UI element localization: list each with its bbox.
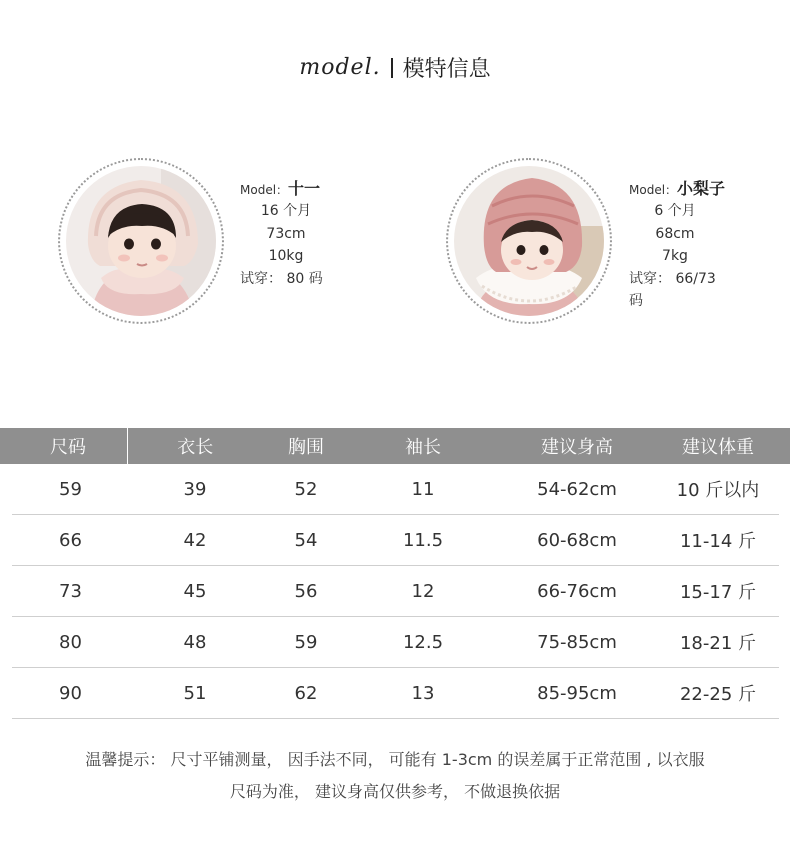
cell-weight: 11-14 斤 xyxy=(657,515,779,566)
cell-size: 59 xyxy=(12,464,127,515)
header-chest: 胸围 xyxy=(263,428,349,464)
section-header xyxy=(0,52,790,92)
header-sleeve: 袖长 xyxy=(349,428,497,464)
cell-size: 73 xyxy=(12,566,127,617)
model-photo xyxy=(66,166,216,316)
cell-chest: 62 xyxy=(263,668,349,719)
model-height: 68cm xyxy=(655,225,695,242)
cell-length: 42 xyxy=(127,515,263,566)
header-edge xyxy=(779,428,790,464)
cell-height: 60-68cm xyxy=(497,515,657,566)
page-title: 模特信息 xyxy=(402,57,491,82)
cell-chest: 52 xyxy=(263,464,349,515)
cell-size: 66 xyxy=(12,515,127,566)
table-row xyxy=(0,617,790,668)
cell-length: 51 xyxy=(127,668,263,719)
cell-weight: 10 斤以内 xyxy=(657,464,779,515)
model-photo xyxy=(454,166,604,316)
model-weight: 10kg xyxy=(268,248,304,264)
cell-chest: 56 xyxy=(263,566,349,617)
cell-size: 80 xyxy=(12,617,127,668)
model-script-logo: model. xyxy=(299,55,381,80)
cell-size: 90 xyxy=(12,668,127,719)
header-edge xyxy=(0,428,12,464)
cell-length: 39 xyxy=(127,464,263,515)
model-height: 73cm xyxy=(266,225,306,242)
size-table xyxy=(0,428,790,719)
table-row xyxy=(0,566,790,617)
model-name: 十一 xyxy=(288,179,321,198)
table-header-row xyxy=(0,428,790,464)
measurement-note: 温馨提示： 尺寸平铺测量， 因手法不同， 可能有 1-3cm 的误差属于正常范围 , 以衣服 xyxy=(85,750,705,769)
cell-height: 75-85cm xyxy=(497,617,657,668)
header-length: 衣长 xyxy=(127,428,263,464)
model-name-line xyxy=(240,178,410,200)
cell-sleeve: 11.5 xyxy=(349,515,497,566)
cell-sleeve: 13 xyxy=(349,668,497,719)
model-name-line xyxy=(629,178,790,200)
cell-sleeve: 12 xyxy=(349,566,497,617)
model-label: Model： xyxy=(240,183,289,197)
model-try-on: 试穿： 66/73 码 xyxy=(629,270,716,309)
model-weight: 7kg xyxy=(662,248,688,264)
measurement-note: 尺码为准， 建议身高仅供参考， 不做退换依据 xyxy=(229,782,561,801)
model-info xyxy=(240,178,410,290)
cell-sleeve: 12.5 xyxy=(349,617,497,668)
cell-weight: 22-25 斤 xyxy=(657,668,779,719)
model-age: 16 个月 xyxy=(260,203,312,219)
cell-weight: 18-21 斤 xyxy=(657,617,779,668)
cell-chest: 59 xyxy=(263,617,349,668)
header-weight: 建议体重 xyxy=(657,428,779,464)
table-row xyxy=(0,464,790,515)
model-age: 6 个月 xyxy=(654,203,696,219)
cell-length: 48 xyxy=(127,617,263,668)
cell-weight: 15-17 斤 xyxy=(657,566,779,617)
table-row xyxy=(0,668,790,719)
cell-chest: 54 xyxy=(263,515,349,566)
header-height: 建议身高 xyxy=(497,428,657,464)
model-label: Model： xyxy=(629,183,678,197)
model-card-2 xyxy=(446,158,790,328)
table-row xyxy=(0,515,790,566)
model-name: 小梨子 xyxy=(677,179,726,198)
cell-height: 54-62cm xyxy=(497,464,657,515)
header-divider xyxy=(391,58,393,78)
header-size: 尺码 xyxy=(12,428,127,464)
model-try-on: 试穿： 80 码 xyxy=(240,270,323,287)
cell-height: 66-76cm xyxy=(497,566,657,617)
model-card-1 xyxy=(58,158,418,328)
cell-length: 45 xyxy=(127,566,263,617)
cell-height: 85-95cm xyxy=(497,668,657,719)
cell-sleeve: 11 xyxy=(349,464,497,515)
model-info xyxy=(629,178,790,313)
